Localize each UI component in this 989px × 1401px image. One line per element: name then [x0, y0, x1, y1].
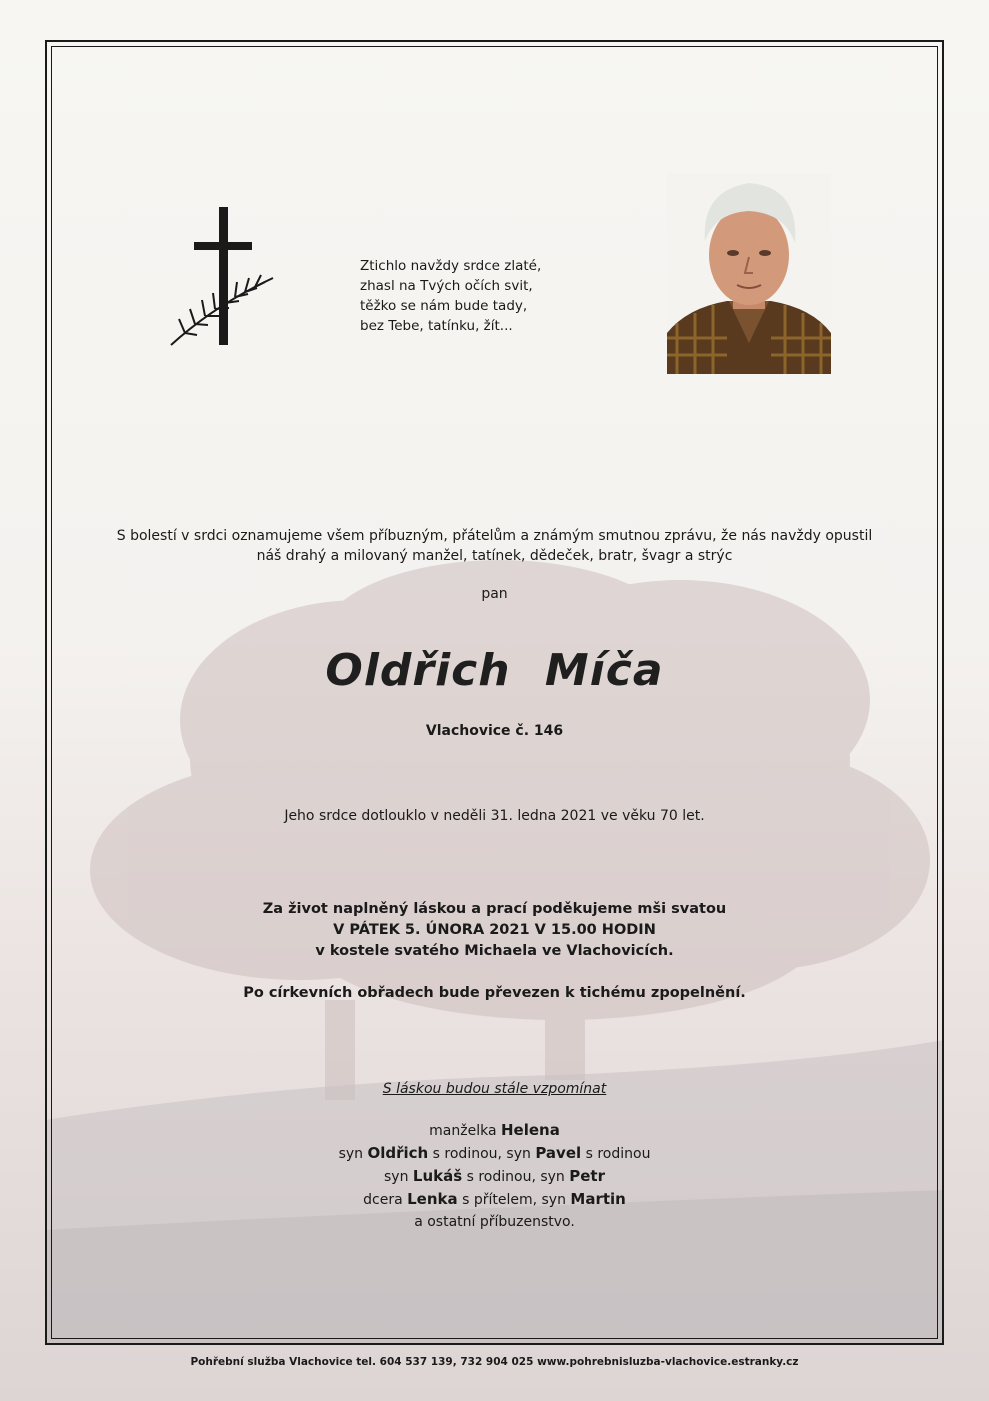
service-line-3: v kostele svatého Michaela ve Vlachovicích. — [315, 943, 674, 959]
verse-line: Ztichlo navždy srdce zlaté, — [360, 258, 542, 274]
cremation-notice: Po církevních obřadech bude převezen k tichému zpopelnění. — [243, 985, 746, 1001]
mourners-heading: S láskou budou stále vzpomínat — [382, 1081, 607, 1097]
deceased-address: Vlachovice č. 146 — [425, 723, 564, 739]
mourner-name: Petr — [569, 1167, 606, 1185]
funeral-service-footer: Pohřební služba Vlachovice tel. 604 537 139, 732 904 025 www.pohrebnisluzba-vlachovice.estranky.cz — [190, 1356, 799, 1368]
mourner-text: s rodinou, syn — [462, 1169, 570, 1185]
memorial-verse — [360, 256, 620, 336]
mourner-name: Oldřich — [367, 1144, 429, 1162]
mourner-name: Pavel — [535, 1144, 582, 1162]
cross-with-palm-icon — [165, 205, 280, 350]
mourner-row — [0, 1188, 989, 1211]
mourner-text: syn — [338, 1146, 368, 1162]
verse-line: těžko se nám bude tady, — [360, 298, 528, 314]
deceased-name: Oldřich Míča — [325, 645, 664, 696]
announcement-line-1: S bolestí v srdci oznamujeme všem příbuzným, přátelům a známým smutnou zprávu, že nás navždy opustil — [116, 528, 873, 544]
verse-line: zhasl na Tvých očích svit, — [360, 278, 533, 294]
mourner-row — [0, 1119, 989, 1142]
mourners-list — [0, 1119, 989, 1233]
death-notice: Jeho srdce dotlouklo v neděli 31. ledna 2021 ve věku 70 let. — [284, 808, 705, 824]
mourner-text: s rodinou, syn — [428, 1146, 536, 1162]
mourner-name: Martin — [570, 1190, 626, 1208]
mourner-row — [0, 1165, 989, 1188]
mourner-text: s přítelem, syn — [457, 1192, 571, 1208]
verse-line: bez Tebe, tatínku, žít... — [360, 318, 513, 334]
mourner-text: syn — [383, 1169, 413, 1185]
mourner-name: Lenka — [407, 1190, 458, 1208]
service-line-1: Za život naplněný láskou a prací poděkujeme mši svatou — [262, 901, 727, 917]
mourner-name: Helena — [501, 1121, 560, 1139]
service-line-2: V PÁTEK 5. ÚNORA 2021 V 15.00 HODIN — [333, 922, 656, 938]
mourner-row — [0, 1142, 989, 1165]
mourner-name: Lukáš — [412, 1167, 463, 1185]
portrait-photo — [667, 173, 831, 374]
announcement-line-2: náš drahý a milovaný manžel, tatínek, dědeček, bratr, švagr a strýc — [256, 548, 733, 564]
funeral-service-info — [0, 899, 989, 962]
mourner-text: dcera — [363, 1192, 408, 1208]
mourner-text: manželka — [429, 1123, 501, 1139]
mourner-row: a ostatní příbuzenstvo. — [414, 1214, 575, 1230]
honorific: pan — [481, 586, 508, 602]
mourner-text: s rodinou — [581, 1146, 651, 1162]
announcement-text — [70, 526, 919, 566]
